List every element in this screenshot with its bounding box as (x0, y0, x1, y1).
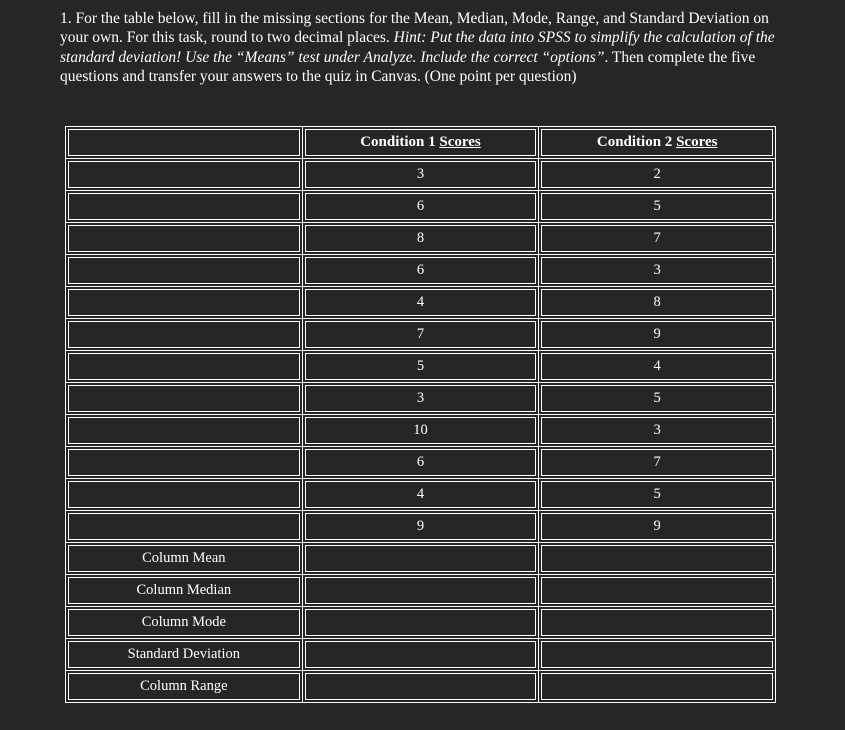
score-row-label-cell (66, 159, 303, 191)
condition-2-score: 8 (539, 287, 776, 319)
score-row-label-cell (66, 479, 303, 511)
scores-table (65, 126, 776, 703)
condition-1-score: 6 (302, 191, 539, 223)
condition-1-answer-cell[interactable] (302, 639, 539, 671)
summary-row (66, 607, 776, 639)
score-row-label-cell (66, 351, 303, 383)
score-row-label-cell (66, 319, 303, 351)
instructions-paragraph (60, 9, 780, 87)
condition-2-score: 3 (539, 415, 776, 447)
score-row (66, 191, 776, 223)
condition-1-score: 7 (302, 319, 539, 351)
score-row (66, 447, 776, 479)
condition-2-answer-cell[interactable] (539, 639, 776, 671)
summary-label: Standard Deviation (66, 639, 303, 671)
score-row-label-cell (66, 511, 303, 543)
score-row (66, 383, 776, 415)
condition-2-score: 5 (539, 383, 776, 415)
header-condition-1-scores: Scores (439, 134, 481, 150)
score-row (66, 255, 776, 287)
header-condition-1 (302, 127, 539, 159)
condition-2-score: 9 (539, 511, 776, 543)
summary-label: Column Mean (66, 543, 303, 575)
condition-1-score: 5 (302, 351, 539, 383)
condition-2-score: 9 (539, 319, 776, 351)
condition-2-answer-cell[interactable] (539, 671, 776, 703)
condition-1-score: 6 (302, 447, 539, 479)
condition-2-score: 7 (539, 223, 776, 255)
summary-label: Column Mode (66, 607, 303, 639)
score-row (66, 319, 776, 351)
condition-1-answer-cell[interactable] (302, 543, 539, 575)
condition-1-score: 4 (302, 479, 539, 511)
score-row-label-cell (66, 223, 303, 255)
condition-2-answer-cell[interactable] (539, 575, 776, 607)
table-header-row (66, 127, 776, 159)
condition-1-score: 3 (302, 159, 539, 191)
score-row (66, 159, 776, 191)
condition-2-score: 7 (539, 447, 776, 479)
condition-1-score: 9 (302, 511, 539, 543)
condition-1-score: 10 (302, 415, 539, 447)
summary-label: Column Median (66, 575, 303, 607)
condition-2-score: 5 (539, 479, 776, 511)
score-row (66, 511, 776, 543)
condition-1-score: 3 (302, 383, 539, 415)
condition-1-answer-cell[interactable] (302, 671, 539, 703)
summary-row (66, 671, 776, 703)
score-row-label-cell (66, 255, 303, 287)
header-condition-1-prefix: Condition 1 (360, 134, 440, 150)
instructions-text: 1. For the table below, fill in the missing sections for the Mean, Median, Mode, Range, and Standard Deviation on your own. For this task, round to two decimal places. (60, 10, 769, 47)
condition-2-score: 3 (539, 255, 776, 287)
score-row (66, 479, 776, 511)
condition-2-answer-cell[interactable] (539, 543, 776, 575)
header-condition-2-scores: Scores (676, 134, 718, 150)
condition-2-score: 2 (539, 159, 776, 191)
condition-2-score: 4 (539, 351, 776, 383)
score-row-label-cell (66, 191, 303, 223)
condition-1-score: 4 (302, 287, 539, 319)
summary-row (66, 639, 776, 671)
score-row (66, 351, 776, 383)
condition-1-score: 6 (302, 255, 539, 287)
summary-label: Column Range (66, 671, 303, 703)
summary-row (66, 575, 776, 607)
instructions-hint: Hint: Put the data into SPSS to simplify the calculation of the standard deviation! Use the “Means” test under Analyze. Include the correct “options” (60, 29, 775, 66)
score-row (66, 415, 776, 447)
score-row (66, 287, 776, 319)
score-row-label-cell (66, 415, 303, 447)
condition-1-score: 8 (302, 223, 539, 255)
header-condition-2-prefix: Condition 2 (596, 134, 677, 150)
instructions-text-end: . Then complete the five questions and transfer your answers to the quiz in Canvas. (One point per question) (60, 48, 756, 86)
score-row (66, 223, 776, 255)
condition-2-score: 5 (539, 191, 776, 223)
score-row-label-cell (66, 447, 303, 479)
condition-1-answer-cell[interactable] (302, 575, 539, 607)
condition-2-answer-cell[interactable] (539, 607, 776, 639)
score-row-label-cell (66, 287, 303, 319)
score-row-label-cell (66, 383, 303, 415)
condition-1-answer-cell[interactable] (302, 607, 539, 639)
summary-row (66, 543, 776, 575)
header-condition-2 (539, 127, 776, 159)
header-empty-cell (66, 127, 303, 159)
